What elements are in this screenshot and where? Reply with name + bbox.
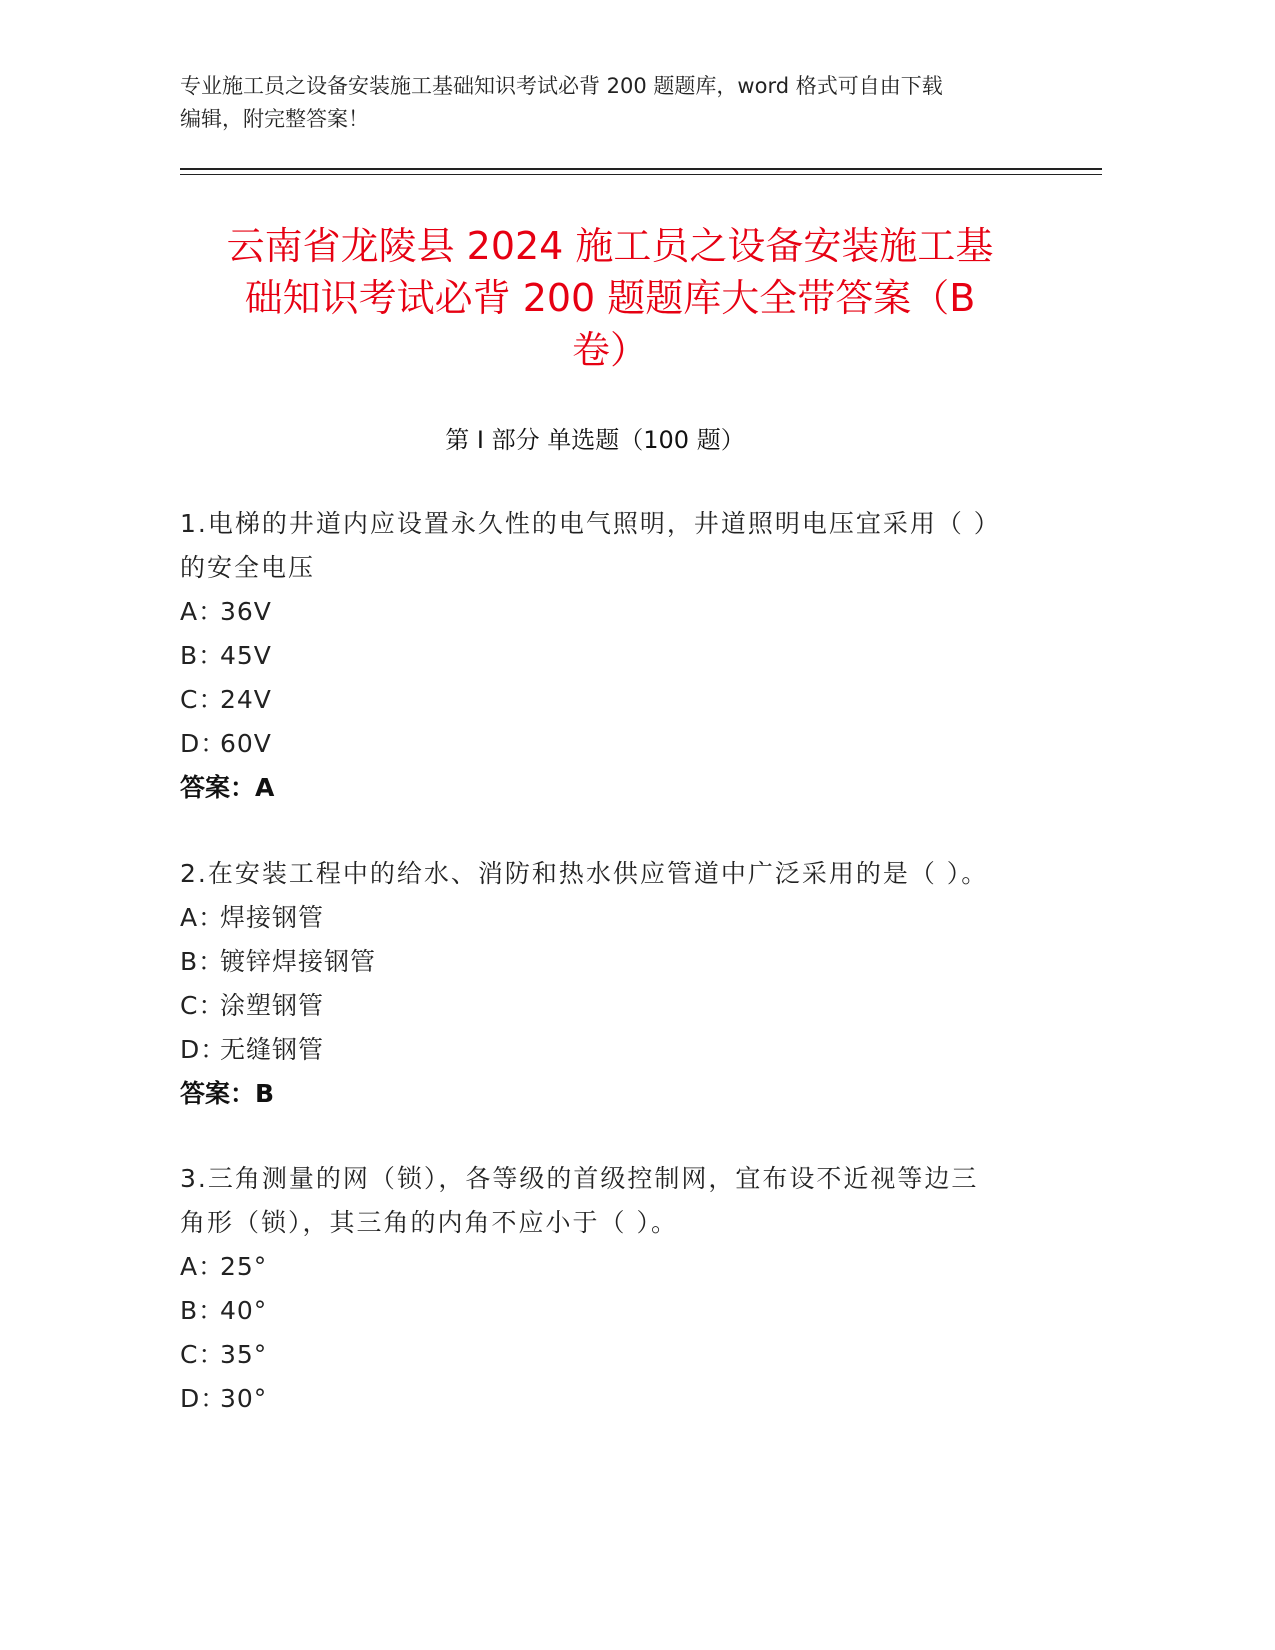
header-divider-thin bbox=[180, 174, 1102, 175]
option-b bbox=[180, 1289, 1040, 1333]
question-stem: 3.三角测量的网（锁），各等级的首级控制网，宜布设不近视等边三 bbox=[180, 1164, 979, 1193]
option-letter: D： bbox=[180, 1035, 227, 1064]
option-text: 涂塑钢管 bbox=[220, 991, 325, 1020]
option-letter: A： bbox=[180, 597, 225, 626]
option-letter: B： bbox=[180, 1296, 225, 1325]
option-letter: D： bbox=[180, 729, 227, 758]
option-text: 35° bbox=[220, 1340, 268, 1369]
option-text: 30° bbox=[220, 1384, 268, 1413]
option-text: 36V bbox=[220, 597, 272, 626]
option-letter: A： bbox=[180, 903, 225, 932]
option-d bbox=[180, 1028, 1040, 1072]
header-divider-thick bbox=[180, 168, 1102, 170]
option-a bbox=[180, 590, 1040, 634]
option-letter: B： bbox=[180, 947, 225, 976]
question-stem: 2.在安装工程中的给水、消防和热水供应管道中广泛采用的是（ ）。 bbox=[180, 859, 989, 888]
option-c bbox=[180, 1333, 1040, 1377]
answer: 答案：B bbox=[180, 1079, 275, 1108]
option-text: 24V bbox=[220, 685, 272, 714]
option-c bbox=[180, 984, 1040, 1028]
option-b bbox=[180, 634, 1040, 678]
option-text: 焊接钢管 bbox=[220, 903, 325, 932]
option-letter: A： bbox=[180, 1252, 225, 1281]
title-line2: 础知识考试必背 200 题题库大全带答案（B bbox=[244, 276, 976, 320]
header-note-line2: 编辑，附完整答案！ bbox=[180, 107, 369, 131]
option-text: 无缝钢管 bbox=[220, 1035, 325, 1064]
option-b bbox=[180, 940, 1040, 984]
question-2 bbox=[180, 852, 1040, 1116]
option-a bbox=[180, 896, 1040, 940]
option-text: 25° bbox=[220, 1252, 268, 1281]
option-c bbox=[180, 678, 1040, 722]
option-d bbox=[180, 1377, 1040, 1421]
question-3 bbox=[180, 1157, 1040, 1421]
title-line3: 卷） bbox=[571, 328, 648, 372]
option-letter: C： bbox=[180, 685, 225, 714]
header-note-line1: 专业施工员之设备安装施工基础知识考试必背 200 题题库，word 格式可自由下载 bbox=[180, 74, 943, 98]
option-text: 45V bbox=[220, 641, 272, 670]
question-stem-continued: 角形（锁），其三角的内角不应小于（ ）。 bbox=[180, 1208, 678, 1237]
option-letter: B： bbox=[180, 641, 225, 670]
option-a bbox=[180, 1245, 1040, 1289]
question-1 bbox=[180, 502, 1040, 810]
option-letter: C： bbox=[180, 1340, 225, 1369]
option-letter: C： bbox=[180, 991, 225, 1020]
answer: 答案：A bbox=[180, 773, 275, 802]
document-title bbox=[160, 220, 1060, 376]
option-text: 60V bbox=[220, 729, 272, 758]
section-heading: 第 I 部分 单选题（100 题） bbox=[445, 426, 745, 454]
option-letter: D： bbox=[180, 1384, 227, 1413]
question-stem-continued: 的安全电压 bbox=[180, 553, 316, 582]
title-line1: 云南省龙陵县 2024 施工员之设备安装施工基 bbox=[226, 224, 994, 268]
option-text: 40° bbox=[220, 1296, 268, 1325]
header-note bbox=[180, 70, 1060, 136]
option-text: 镀锌焊接钢管 bbox=[220, 947, 377, 976]
option-d bbox=[180, 722, 1040, 766]
question-stem: 1.电梯的井道内应设置永久性的电气照明，井道照明电压宜采用（ ） bbox=[180, 509, 1001, 538]
